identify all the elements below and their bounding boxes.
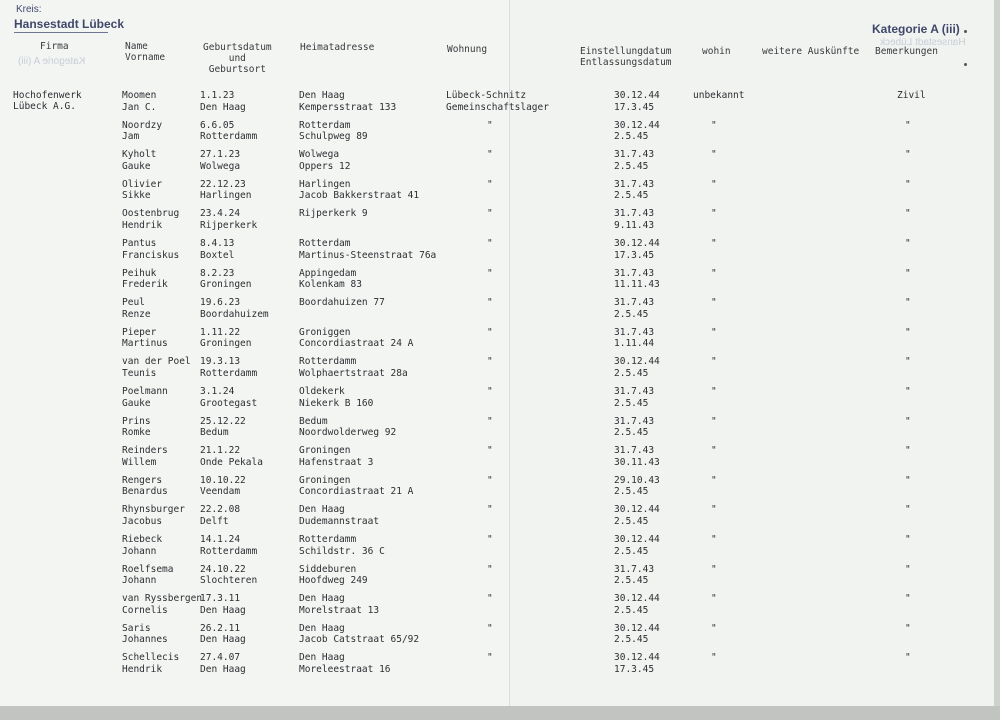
cell-wohin: " xyxy=(711,474,717,486)
cell-gdatum: 1.11.22 xyxy=(200,326,241,338)
cell-wohin: " xyxy=(711,563,717,575)
cell-wohnung1: " xyxy=(487,149,493,161)
cell-wohnung1: " xyxy=(487,622,493,634)
cell-ein: 30.12.44 xyxy=(614,504,660,516)
cell-wohnung1: " xyxy=(487,563,493,575)
cell-ent: 2.5.45 xyxy=(614,308,649,320)
table-row xyxy=(0,475,1000,505)
cell-bem: " xyxy=(905,652,911,664)
cell-bem: " xyxy=(905,149,911,161)
cell-ein: 31.7.43 xyxy=(614,267,655,279)
col-header-geburt: Geburtsdatum und Geburtsort xyxy=(203,42,272,75)
cell-ent: 2.5.45 xyxy=(614,545,649,557)
cell-ent: 2.5.45 xyxy=(614,131,649,143)
cell-vorname: Johannes xyxy=(122,634,168,646)
cell-addr1: Den Haag xyxy=(299,622,345,634)
table-row xyxy=(0,416,1000,446)
cell-ent: 2.5.45 xyxy=(614,604,649,616)
cell-wohnung1: " xyxy=(487,504,493,516)
cell-gdatum: 3.1.24 xyxy=(200,386,235,397)
cell-addr2: Noordwolderweg 92 xyxy=(299,427,397,439)
cell-ent: 2.5.45 xyxy=(614,634,649,646)
table-row xyxy=(0,268,1000,298)
cell-addr1: Rotterdamm xyxy=(299,356,357,368)
cell-wohnung1: " xyxy=(487,593,493,605)
cell-ent: 2.5.45 xyxy=(614,190,649,202)
cell-ein: 30.12.44 xyxy=(614,90,660,101)
ink-dot xyxy=(964,30,967,33)
cell-gdatum: 23.4.24 xyxy=(200,208,241,220)
cell-ent: 2.5.45 xyxy=(614,160,649,172)
cell-addr1: Rijperkerk 9 xyxy=(299,208,368,220)
col-header-firma: Firma xyxy=(40,41,69,52)
cell-gort: Rotterdamm xyxy=(200,545,258,557)
kreis-label: Kreis: xyxy=(16,4,42,15)
cell-gdatum: 22.12.23 xyxy=(200,178,246,190)
cell-addr1: Rotterdam xyxy=(299,238,351,249)
cell-bem: " xyxy=(905,238,911,249)
cell-gdatum: 24.10.22 xyxy=(200,563,246,575)
cell-wohin: " xyxy=(711,267,717,279)
cell-addr2: Hoofdweg 249 xyxy=(299,575,368,587)
cell-wohin: " xyxy=(711,593,717,605)
cell-gort: Rijperkerk xyxy=(200,219,258,231)
cell-gort: Delft xyxy=(200,515,229,527)
cell-vorname: Teunis xyxy=(122,367,157,379)
cell-ein: 30.12.44 xyxy=(614,356,660,368)
cell-vorname: Jacobus xyxy=(122,515,163,527)
table-row xyxy=(0,593,1000,623)
cell-wohin: " xyxy=(711,415,717,427)
cell-addr2: Concordiastraat 24 A xyxy=(299,338,414,350)
cell-name: Peihuk xyxy=(122,267,157,279)
bottom-edge xyxy=(0,706,1000,720)
table-row xyxy=(0,623,1000,653)
table-row xyxy=(0,179,1000,209)
cell-gdatum: 1.1.23 xyxy=(200,90,235,101)
cell-addr2: Morelstraat 13 xyxy=(299,604,380,616)
cell-bem: " xyxy=(905,534,911,545)
cell-vorname: Frederik xyxy=(122,279,168,291)
cell-name: Olivier xyxy=(122,178,163,190)
cell-gdatum: 19.6.23 xyxy=(200,297,241,309)
cell-wohin: " xyxy=(711,297,717,309)
cell-ein: 31.7.43 xyxy=(614,178,655,190)
table-row xyxy=(0,504,1000,534)
cell-name: Rhynsburger xyxy=(122,504,185,516)
cell-bem: " xyxy=(905,267,911,279)
cell-name: Roelfsema xyxy=(122,563,174,575)
cell-name: Oostenbrug xyxy=(122,208,180,220)
cell-addr2: Jacob Catstraat 65/92 xyxy=(299,634,420,646)
cell-addr2: Jacob Bakkerstraat 41 xyxy=(299,190,420,202)
cell-gdatum: 8.2.23 xyxy=(200,267,235,279)
cell-name: Pantus xyxy=(122,238,157,249)
cell-ent: 2.5.45 xyxy=(614,515,649,527)
cell-gdatum: 17.3.11 xyxy=(200,593,241,605)
ghost-text-right: Hansestadt Lübeck xyxy=(880,37,966,48)
cell-wohin: " xyxy=(711,622,717,634)
cell-ein: 31.7.43 xyxy=(614,445,655,457)
ghost-text-left: Kategorie A (iii) xyxy=(18,56,86,67)
firma-line-1: Hochofenwerk xyxy=(13,90,82,101)
cell-gort: Harlingen xyxy=(200,190,252,202)
cell-name: van der Poel xyxy=(122,356,191,368)
cell-addr2: Schulpweg 89 xyxy=(299,131,368,143)
cell-wohin: " xyxy=(711,326,717,338)
cell-wohin: " xyxy=(711,534,717,545)
cell-addr1: Harlingen xyxy=(299,178,351,190)
cell-addr1: Bedum xyxy=(299,415,328,427)
cell-name: Kyholt xyxy=(122,149,157,161)
cell-vorname: Johann xyxy=(122,575,157,587)
firma-line-2: Lübeck A.G. xyxy=(13,101,76,112)
table-row xyxy=(0,652,1000,682)
cell-name: Schellecis xyxy=(122,652,180,664)
table-row xyxy=(0,445,1000,475)
cell-vorname: Gauke xyxy=(122,160,151,172)
cell-wohnung1: " xyxy=(487,445,493,457)
cell-vorname: Cornelis xyxy=(122,604,168,616)
cell-addr2: Kolenkam 83 xyxy=(299,279,362,291)
cell-name: Prins xyxy=(122,415,151,427)
cell-wohnung1: " xyxy=(487,652,493,664)
cell-name: Peul xyxy=(122,297,145,309)
cell-addr2: Schildstr. 36 C xyxy=(299,545,385,557)
table-row xyxy=(0,356,1000,386)
cell-wohnung1: " xyxy=(487,238,493,249)
cell-name: Reinders xyxy=(122,445,168,457)
cell-addr1: Den Haag xyxy=(299,504,345,516)
cell-wohnung2: Gemeinschaftslager xyxy=(446,101,549,113)
cell-gort: Den Haag xyxy=(200,663,246,675)
col-header-einstellung: Einstellungdatum Entlassungsdatum xyxy=(580,46,672,68)
cell-bem: " xyxy=(905,622,911,634)
kategorie-label: Kategorie A (iii) xyxy=(872,22,960,36)
cell-ent: 2.5.45 xyxy=(614,397,649,409)
cell-wohin: " xyxy=(711,445,717,457)
cell-vorname: Gauke xyxy=(122,397,151,409)
cell-addr1: Groningen xyxy=(299,445,351,457)
cell-wohin: " xyxy=(711,208,717,220)
cell-gort: Den Haag xyxy=(200,604,246,616)
cell-gort: Grootegast xyxy=(200,397,258,409)
col-header-name: Name Vorname xyxy=(125,41,166,63)
cell-bem: " xyxy=(905,386,911,397)
cell-addr1: Rotterdamm xyxy=(299,534,357,545)
cell-addr2: Oppers 12 xyxy=(299,160,351,172)
cell-wohnung1: " xyxy=(487,534,493,545)
cell-ent: 1.11.44 xyxy=(614,338,655,350)
cell-gdatum: 22.2.08 xyxy=(200,504,241,516)
cell-wohnung1: " xyxy=(487,297,493,309)
cell-ein: 29.10.43 xyxy=(614,474,660,486)
cell-ein: 31.7.43 xyxy=(614,326,655,338)
cell-wohnung1: " xyxy=(487,415,493,427)
cell-gort: Wolwega xyxy=(200,160,241,172)
cell-wohnung1: " xyxy=(487,178,493,190)
cell-gdatum: 14.1.24 xyxy=(200,534,241,545)
cell-addr2: Moreleestraat 16 xyxy=(299,663,391,675)
cell-wohnung1: Lübeck-Schnitz xyxy=(446,90,527,101)
cell-ent: 11.11.43 xyxy=(614,279,660,291)
cell-gort: Onde Pekala xyxy=(200,456,263,468)
cell-wohnung1: " xyxy=(487,119,493,131)
cell-vorname: Hendrik xyxy=(122,219,163,231)
cell-ein: 30.12.44 xyxy=(614,238,660,249)
cell-vorname: Johann xyxy=(122,545,157,557)
cell-ein: 31.7.43 xyxy=(614,297,655,309)
cell-ent: 2.5.45 xyxy=(614,367,649,379)
cell-bem: " xyxy=(905,445,911,457)
cell-ein: 30.12.44 xyxy=(614,119,660,131)
cell-wohnung1: " xyxy=(487,267,493,279)
cell-gort: Bedum xyxy=(200,427,229,439)
cell-vorname: Romke xyxy=(122,427,151,439)
col-header-wohnung: Wohnung xyxy=(447,44,488,55)
cell-bem: " xyxy=(905,474,911,486)
cell-bem: " xyxy=(905,208,911,220)
table-row xyxy=(0,120,1000,150)
cell-addr2: Kempersstraat 133 xyxy=(299,101,397,113)
cell-vorname: Sikke xyxy=(122,190,151,202)
table-row xyxy=(0,208,1000,238)
table-row xyxy=(0,327,1000,357)
cell-wohnung1: " xyxy=(487,386,493,397)
cell-wohin: " xyxy=(711,149,717,161)
cell-addr1: Den Haag xyxy=(299,90,345,101)
cell-addr2: Concordiastraat 21 A xyxy=(299,486,414,498)
table-row xyxy=(0,297,1000,327)
cell-wohin: " xyxy=(711,652,717,664)
cell-gdatum: 10.10.22 xyxy=(200,474,246,486)
cell-wohin: unbekannt xyxy=(693,90,745,101)
cell-bem: Zivil xyxy=(897,90,926,101)
cell-bem: " xyxy=(905,593,911,605)
cell-name: Moomen xyxy=(122,90,157,101)
cell-vorname: Jan C. xyxy=(122,101,157,113)
cell-addr2: Hafenstraat 3 xyxy=(299,456,374,468)
kreis-value: Hansestadt Lübeck xyxy=(14,17,125,31)
cell-addr1: Groningen xyxy=(299,474,351,486)
cell-vorname: Hendrik xyxy=(122,663,163,675)
cell-bem: " xyxy=(905,356,911,368)
cell-gort: Rotterdamm xyxy=(200,131,258,143)
cell-addr1: Den Haag xyxy=(299,652,345,664)
col-header-bemerkungen: Bemerkungen xyxy=(875,46,938,57)
cell-addr1: Boordahuizen 77 xyxy=(299,297,385,309)
cell-gort: Groningen xyxy=(200,279,252,291)
cell-gdatum: 8.4.13 xyxy=(200,238,235,249)
cell-bem: " xyxy=(905,563,911,575)
cell-addr2: Niekerk B 160 xyxy=(299,397,374,409)
cell-addr1: Wolwega xyxy=(299,149,340,161)
cell-addr1: Den Haag xyxy=(299,593,345,605)
cell-bem: " xyxy=(905,178,911,190)
cell-ent: 30.11.43 xyxy=(614,456,660,468)
table-row xyxy=(0,386,1000,416)
cell-addr1: Oldekerk xyxy=(299,386,345,397)
cell-wohnung1: " xyxy=(487,356,493,368)
cell-bem: " xyxy=(905,297,911,309)
cell-ein: 31.7.43 xyxy=(614,149,655,161)
cell-name: Noordzy xyxy=(122,119,163,131)
cell-wohnung1: " xyxy=(487,474,493,486)
cell-wohin: " xyxy=(711,238,717,249)
cell-bem: " xyxy=(905,119,911,131)
cell-ent: 17.3.45 xyxy=(614,101,655,113)
cell-ent: 17.3.45 xyxy=(614,249,655,261)
table-row xyxy=(0,149,1000,179)
table-row xyxy=(0,90,1000,120)
cell-addr1: Appingedam xyxy=(299,267,357,279)
cell-wohin: " xyxy=(711,386,717,397)
cell-ent: 2.5.45 xyxy=(614,427,649,439)
cell-ent: 2.5.45 xyxy=(614,486,649,498)
col-header-auskuenfte: weitere Auskünfte xyxy=(762,46,860,57)
cell-gdatum: 27.1.23 xyxy=(200,149,241,161)
cell-addr1: Siddeburen xyxy=(299,563,357,575)
cell-bem: " xyxy=(905,326,911,338)
cell-vorname: Renze xyxy=(122,308,151,320)
cell-addr2: Wolphaertstraat 28a xyxy=(299,367,408,379)
cell-ein: 30.12.44 xyxy=(614,622,660,634)
cell-ein: 30.12.44 xyxy=(614,534,660,545)
cell-name: Riebeck xyxy=(122,534,163,545)
cell-ent: 17.3.45 xyxy=(614,663,655,675)
cell-addr2: Dudemannstraat xyxy=(299,515,380,527)
cell-vorname: Willem xyxy=(122,456,157,468)
cell-wohnung1: " xyxy=(487,208,493,220)
kreis-underline xyxy=(14,32,108,33)
cell-addr1: Groniggen xyxy=(299,326,351,338)
col-header-wohin: wohin xyxy=(702,46,731,57)
cell-addr1: Rotterdam xyxy=(299,119,351,131)
cell-name: van Ryssbergen xyxy=(122,593,203,605)
cell-addr2: Martinus-Steenstraat 76a xyxy=(299,249,437,261)
cell-bem: " xyxy=(905,415,911,427)
col-header-heimat: Heimatadresse xyxy=(300,42,375,53)
cell-name: Rengers xyxy=(122,474,163,486)
cell-gort: Boxtel xyxy=(200,249,235,261)
table-row xyxy=(0,564,1000,594)
cell-bem: " xyxy=(905,504,911,516)
cell-name: Poelmann xyxy=(122,386,168,397)
cell-wohin: " xyxy=(711,504,717,516)
cell-ent: 2.5.45 xyxy=(614,575,649,587)
cell-gdatum: 6.6.05 xyxy=(200,119,235,131)
cell-gdatum: 21.1.22 xyxy=(200,445,241,457)
cell-wohin: " xyxy=(711,356,717,368)
cell-ein: 30.12.44 xyxy=(614,652,660,664)
cell-gort: Rotterdamm xyxy=(200,367,258,379)
cell-gdatum: 25.12.22 xyxy=(200,415,246,427)
ink-dot-2 xyxy=(964,63,967,66)
cell-name: Saris xyxy=(122,622,151,634)
cell-name: Pieper xyxy=(122,326,157,338)
cell-wohin: " xyxy=(711,119,717,131)
cell-vorname: Martinus xyxy=(122,338,168,350)
cell-ein: 31.7.43 xyxy=(614,386,655,397)
cell-gdatum: 26.2.11 xyxy=(200,622,241,634)
cell-ein: 31.7.43 xyxy=(614,208,655,220)
cell-wohin: " xyxy=(711,178,717,190)
cell-vorname: Benardus xyxy=(122,486,168,498)
cell-gdatum: 19.3.13 xyxy=(200,356,241,368)
cell-vorname: Jam xyxy=(122,131,140,143)
cell-gort: Boordahuizem xyxy=(200,308,269,320)
cell-gort: Groningen xyxy=(200,338,252,350)
cell-gort: Slochteren xyxy=(200,575,258,587)
cell-vorname: Franciskus xyxy=(122,249,180,261)
cell-gort: Veendam xyxy=(200,486,241,498)
cell-ein: 31.7.43 xyxy=(614,415,655,427)
cell-wohnung1: " xyxy=(487,326,493,338)
cell-ein: 31.7.43 xyxy=(614,563,655,575)
cell-ein: 30.12.44 xyxy=(614,593,660,605)
cell-gdatum: 27.4.07 xyxy=(200,652,241,664)
table-row xyxy=(0,534,1000,564)
cell-ent: 9.11.43 xyxy=(614,219,655,231)
table-row xyxy=(0,238,1000,268)
cell-gort: Den Haag xyxy=(200,101,246,113)
cell-gort: Den Haag xyxy=(200,634,246,646)
